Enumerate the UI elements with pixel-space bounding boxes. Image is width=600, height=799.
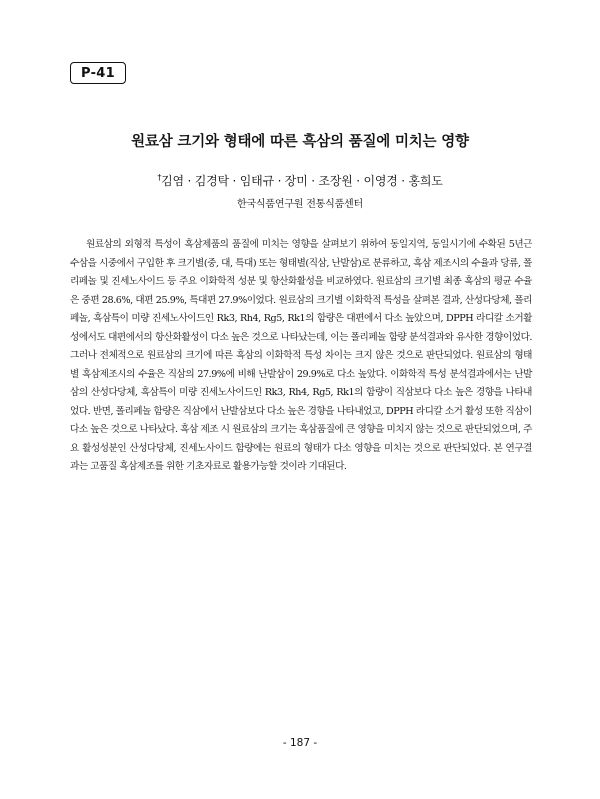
author-list — [0, 172, 600, 189]
poster-id-badge: P-41 — [70, 62, 126, 84]
page-number: - 187 - — [282, 737, 318, 749]
corresponding-author-mark: † — [157, 173, 162, 182]
affiliation: 한국식품연구원 전통식품센터 — [237, 199, 363, 210]
paper-title: 원료삼 크기와 형태에 따른 흑삼의 품질에 미치는 영향 — [131, 134, 469, 150]
abstract-body: 원료삼의 외형적 특성이 흑삼제품의 품질에 미치는 영향을 살펴보기 위하여 동일지역, 동일시기에 수확된 5년근 수삼을 시중에서 구입한 후 크기별(중, 대, 특대) 또는 형태별(직삼, 난발삼)로 분류하고, 흑삼 제조시의 수율과 당류, 폴리페놀 및 진세노사이드 등 주요 이화학적 성분 및 항산화활성을 비교하였다. 원료삼의 크기별 최종 흑삼의 평균 수율은 중편 28.6%, 대편 25.9%, 특대편 27.9%이었다. 원료삼의 크기별 이화학적 특성을 살펴본 결과, 산성다당체, 폴리페놀, 흑삼특이 미량 진세노사이드인 Rk3, Rh4, Rg5, Rk1의 함량은 대편에서 다소 높았으며, DPPH 라디칼 소거활성에서도 대편에서의 항산화활성이 다소 높은 것으로 나타났는데, 이는 폴리페놀 함량 분석결과와 유사한 경향이었다. 그러나 전체적으로 원료삼의 크기에 따른 흑삼의 이화학적 특성 차이는 크지 않은 것으로 판단되었다. 원료삼의 형태별 흑삼제조시의 수율은 직삼의 27.9%에 비해 난발삼이 29.9%로 다소 높았다. 이화학적 특성 분석결과에서는 난발삼의 산성다당체, 흑삼특이 미량 진세노사이드인 Rk3, Rh4, Rg5, Rk1의 함량이 직삼보다 다소 높은 경향을 나타내었다. 반면, 폴리페놀 함량은 직삼에서 난발삼보다 다소 높은 경향을 나타내었고, DPPH 라디칼 소거 활성 또한 직삼이 다소 높은 것으로 나타났다. 흑삼 제조 시 원료삼의 크기는 흑삼품질에 큰 영향을 미치지 않는 것으로 판단되었으며, 주요 활성성분인 산성다당체, 진세노사이드 함량에는 원료의 형태가 다소 영향을 미치는 것으로 판단되었다. 본 연구결과는 고품질 흑삼제조를 위한 기초자료로 활용가능할 것이라 기대된다. — [70, 239, 532, 472]
author-names: 김염 · 김경탁 · 임태규 · 장미 · 조장원 · 이영경 · 홍희도 — [161, 174, 443, 188]
